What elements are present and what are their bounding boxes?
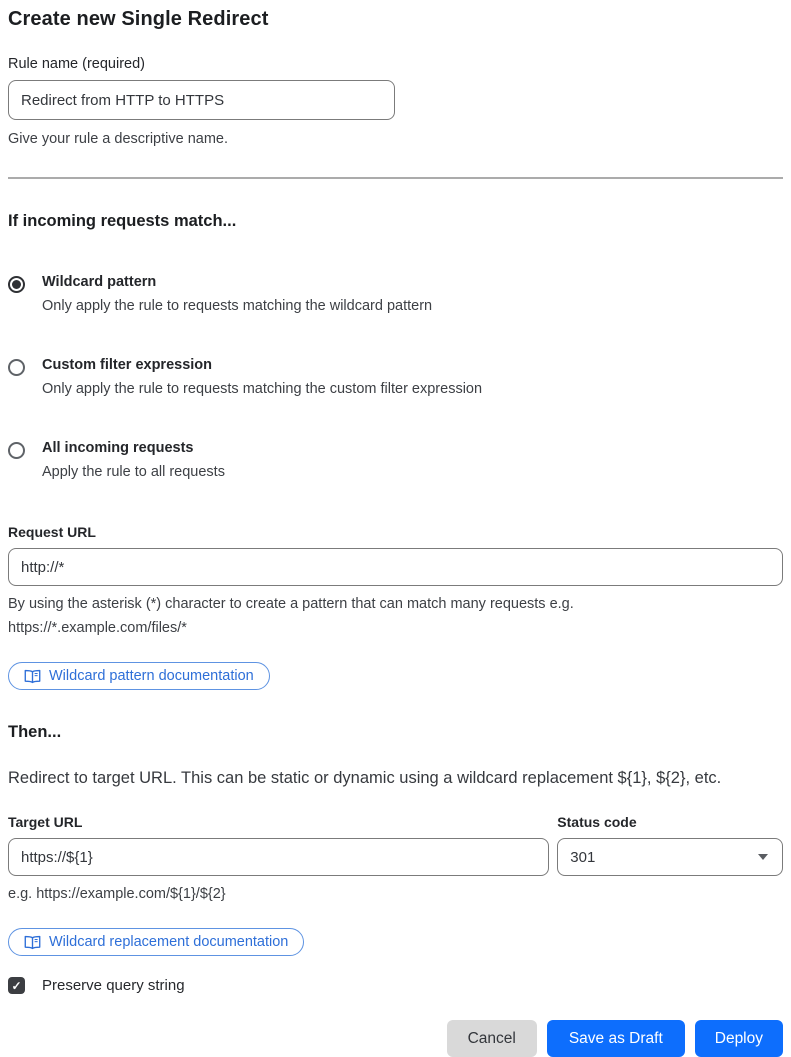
preserve-query-label: Preserve query string <box>42 977 185 994</box>
helper-line-2: https://*.example.com/files/* <box>8 620 187 636</box>
radio-selected-icon[interactable] <box>8 276 25 293</box>
radio-label: Wildcard pattern <box>42 274 157 290</box>
status-code-value: 301 <box>570 848 596 866</box>
preserve-query-checkbox-row[interactable] <box>8 977 783 994</box>
then-section-heading: Then... <box>8 723 62 741</box>
deploy-button[interactable]: Deploy <box>695 1020 783 1057</box>
doc-button-label: Wildcard replacement documentation <box>49 934 289 950</box>
caret-down-icon <box>758 854 768 860</box>
status-code-label: Status code <box>557 814 637 830</box>
radio-description: Only apply the rule to requests matching the wildcard pattern <box>42 298 433 314</box>
request-url-helper <box>8 592 783 640</box>
match-section-heading: If incoming requests match... <box>8 212 237 230</box>
page-title: Create new Single Redirect <box>8 8 269 30</box>
open-book-icon <box>24 669 41 684</box>
radio-option-wildcard-pattern[interactable] <box>8 274 783 314</box>
radio-description: Only apply the rule to requests matching the custom filter expression <box>42 381 483 397</box>
radio-label: Custom filter expression <box>42 357 213 373</box>
request-url-label: Request URL <box>8 524 96 540</box>
target-url-label: Target URL <box>8 814 83 830</box>
section-divider <box>8 177 783 179</box>
radio-unselected-icon[interactable] <box>8 359 25 376</box>
rule-name-input[interactable] <box>8 80 395 120</box>
doc-button-label: Wildcard pattern documentation <box>49 668 254 684</box>
radio-option-custom-filter[interactable] <box>8 357 783 397</box>
rule-name-helper: Give your rule a descriptive name. <box>8 131 229 147</box>
radio-description: Apply the rule to all requests <box>42 464 225 480</box>
target-url-input[interactable] <box>8 838 549 876</box>
cancel-button[interactable]: Cancel <box>447 1020 537 1057</box>
save-as-draft-button[interactable]: Save as Draft <box>547 1020 685 1057</box>
radio-option-all-requests[interactable] <box>8 440 783 480</box>
open-book-icon <box>24 935 41 950</box>
then-description: Redirect to target URL. This can be static or dynamic using a wildcard replacement ${1}, ${2}, etc. <box>8 769 722 787</box>
helper-line-1: By using the asterisk (*) character to create a pattern that can match many requests e.g. <box>8 596 574 612</box>
request-url-input[interactable] <box>8 548 783 586</box>
checkbox-checked-icon[interactable]: ✓ <box>8 977 25 994</box>
target-url-helper: e.g. https://example.com/${1}/${2} <box>8 886 226 902</box>
radio-label: All incoming requests <box>42 440 194 456</box>
footer-actions <box>8 1020 783 1057</box>
radio-unselected-icon[interactable] <box>8 442 25 459</box>
status-code-select[interactable] <box>557 838 783 876</box>
wildcard-replacement-doc-button[interactable] <box>8 928 304 956</box>
rule-name-label: Rule name (required) <box>8 56 146 72</box>
wildcard-pattern-doc-button[interactable] <box>8 662 270 690</box>
